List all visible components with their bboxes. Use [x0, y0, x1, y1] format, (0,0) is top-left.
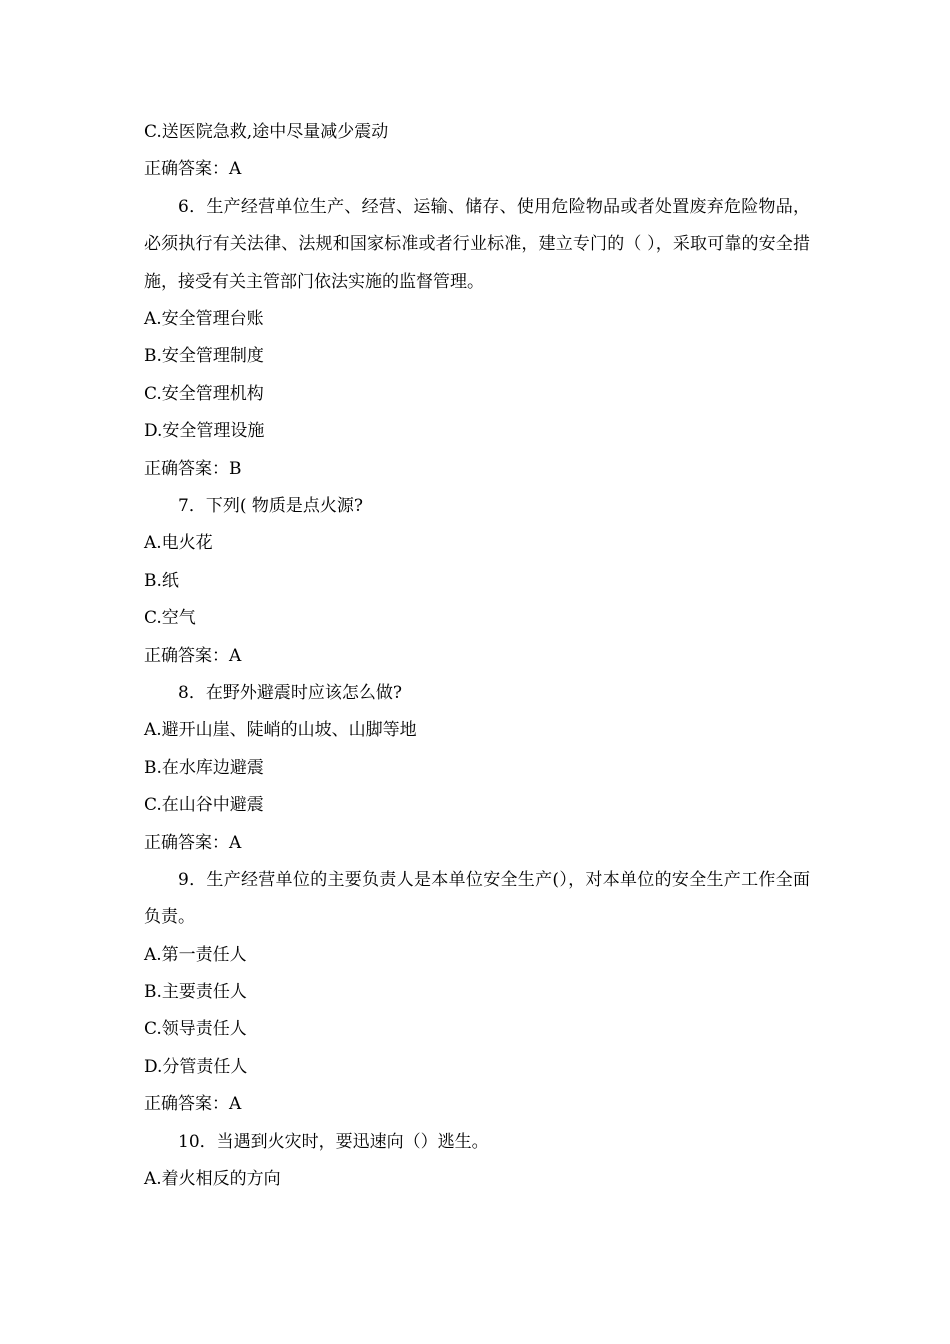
answer-line: 正确答案：A [144, 1094, 242, 1115]
question-line: 10．当遇到火灾时，要迅速向（）逃生。 [178, 1131, 489, 1152]
document-body [144, 114, 810, 1198]
option-line: B.安全管理制度 [144, 346, 264, 367]
question-line: 6．生产经营单位生产、经营、运输、储存、使用危险物品或者处置废弃危险物品，必须执行有关法律、法规和国家标准或者行业标准，建立专门的（ ），采取可靠的安全措施，接受有关主管部门依法实施的监督管理。 [144, 196, 810, 292]
option-line: D.安全管理设施 [144, 421, 265, 442]
option-line: C.空气 [144, 608, 196, 629]
option-line: C.领导责任人 [144, 1019, 247, 1040]
question-line: 7．下列( 物质是点火源? [178, 495, 363, 516]
question-line: 9．生产经营单位的主要负责人是本单位安全生产(），对本单位的安全生产工作全面负责。 [144, 869, 810, 928]
option-line: C.送医院急救,途中尽量减少震动 [144, 122, 389, 142]
option-line: A.电火花 [144, 533, 213, 554]
option-line: A.第一责任人 [144, 944, 247, 965]
option-line: A.着火相反的方向 [144, 1169, 281, 1190]
option-line: C.安全管理机构 [144, 383, 264, 404]
answer-line: 正确答案：A [144, 645, 242, 666]
option-line: B.纸 [144, 570, 179, 591]
option-line: A.避开山崖、陡峭的山坡、山脚等地 [144, 720, 417, 741]
answer-line: 正确答案：A [144, 832, 242, 853]
option-line: B.在水库边避震 [144, 757, 264, 778]
option-line: B.主要责任人 [144, 982, 247, 1003]
answer-line: 正确答案：B [144, 458, 242, 479]
question-line: 8．在野外避震时应该怎么做? [178, 682, 402, 703]
answer-line: 正确答案：A [144, 159, 242, 180]
option-line: C.在山谷中避震 [144, 795, 264, 816]
option-line: D.分管责任人 [144, 1056, 248, 1077]
option-line: A.安全管理台账 [144, 309, 264, 329]
